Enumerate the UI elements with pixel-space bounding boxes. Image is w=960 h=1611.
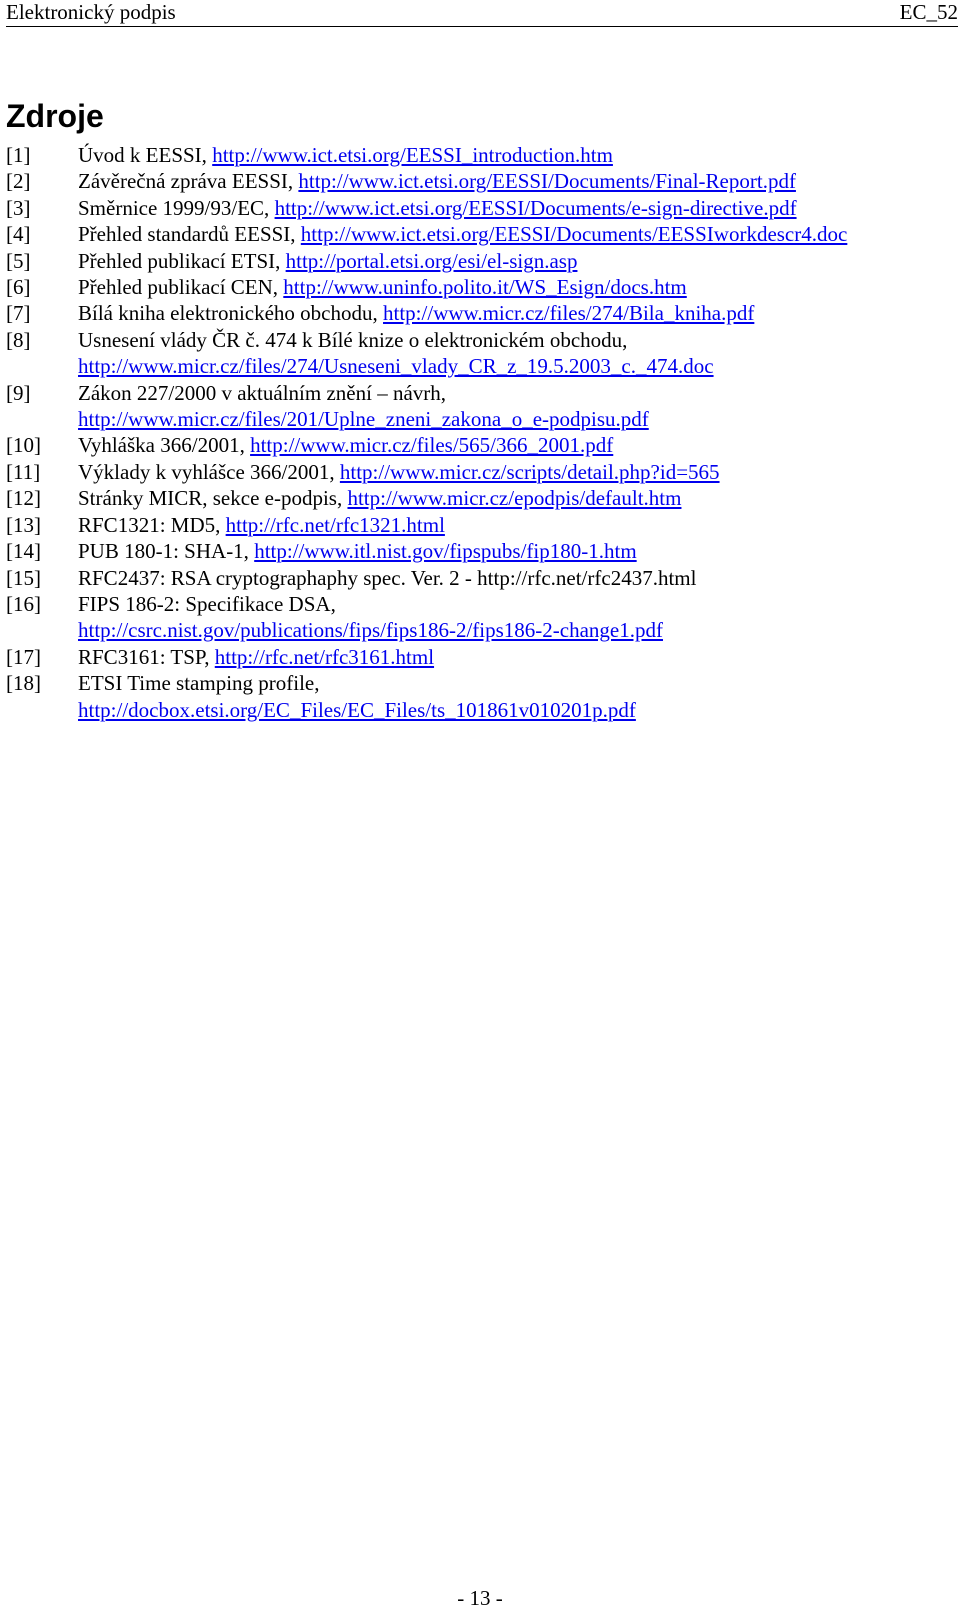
reference-link[interactable]: http://www.uninfo.polito.it/WS_Esign/docs.htm [283,275,687,300]
reference-line [78,459,956,485]
reference-link[interactable]: http://www.ict.etsi.org/EESSI/Documents/Final-Report.pdf [298,169,796,194]
reference-body [78,300,956,326]
reference-number: [15] [6,565,41,590]
reference-link[interactable]: http://www.itl.nist.gov/fipspubs/fip180-1.htm [254,539,637,564]
reference-link[interactable]: http://portal.etsi.org/esi/el-sign.asp [285,248,578,273]
reference-text: Přehled standardů EESSI, [78,222,301,247]
reference-line [78,142,956,168]
reference-text: Přehled publikací ETSI, [78,248,286,273]
reference-number: [6] [6,275,31,300]
reference-text: Směrnice 1999/93/EC, [78,195,275,220]
reference-body [78,538,956,564]
reference-number: [7] [6,301,31,326]
reference-text: FIPS 186-2: Specifikace DSA, [78,591,336,616]
reference-link[interactable]: http://www.micr.cz/files/274/Bila_kniha.pdf [383,301,755,326]
reference-text: Stránky MICR, sekce e-podpis, [78,486,348,511]
reference-link[interactable]: http://docbox.etsi.org/EC_Files/EC_Files/ts_101861v010201p.pdf [78,697,636,722]
reference-link[interactable]: http://rfc.net/rfc3161.html [214,644,435,669]
reference-item [6,221,956,247]
reference-body [78,459,956,485]
reference-body [78,274,956,300]
reference-line [78,195,956,221]
page-number: - 13 - [457,1586,503,1610]
reference-body [78,485,956,511]
reference-text: Výklady k vyhlášce 366/2001, [78,459,340,484]
reference-number: [3] [6,195,31,220]
reference-text: Bílá kniha elektronického obchodu, [78,301,384,326]
reference-body [78,221,956,247]
reference-link[interactable]: http://www.micr.cz/epodpis/default.htm [347,486,682,511]
reference-text: Zákon 227/2000 v aktuálním znění – návrh, [78,380,447,405]
reference-text: Závěrečná zpráva EESSI, [78,169,299,194]
reference-number: [10] [6,433,41,458]
reference-number: [18] [6,671,41,696]
reference-number: [1] [6,143,31,167]
reference-item [6,195,956,221]
reference-line [78,221,956,247]
reference-text: PUB 180-1: SHA-1, [78,539,255,564]
header-document-code: EC_52 [899,0,958,24]
reference-number: [16] [6,591,41,616]
reference-number: [12] [6,486,41,511]
reference-body [78,644,956,670]
reference-line [78,512,956,538]
reference-text: Úvod k EESSI, [78,143,213,167]
reference-link[interactable]: http://www.ict.etsi.org/EESSI/Documents/e-sign-directive.pdf [274,195,797,220]
reference-body [78,195,956,221]
reference-item [6,644,956,670]
reference-number: [8] [6,327,31,352]
reference-line [78,168,956,194]
reference-text: Vyhláška 366/2001, [78,433,251,458]
reference-item [6,670,956,723]
reference-item [6,142,956,168]
reference-number: [2] [6,169,31,194]
reference-body [78,565,956,591]
reference-item [6,432,956,458]
reference-body [78,327,956,380]
header-document-title: Elektronický podpis [6,0,176,24]
reference-item [6,485,956,511]
reference-text: RFC3161: TSP, [78,644,215,669]
reference-text: ETSI Time stamping profile, [78,671,320,696]
reference-line [78,565,956,591]
reference-number: [14] [6,539,41,564]
reference-link[interactable]: http://www.ict.etsi.org/EESSI/Documents/EESSIworkdescr4.doc [300,222,848,247]
reference-number: [17] [6,644,41,669]
running-header [6,0,958,27]
reference-body [78,432,956,458]
section-title: Zdroje [6,98,104,134]
reference-link[interactable]: http://csrc.nist.gov/publications/fips/fips186-2/fips186-2-change1.pdf [78,618,663,643]
reference-line [78,670,956,696]
reference-item [6,274,956,300]
reference-text: RFC1321: MD5, [78,512,226,537]
reference-body [78,168,956,194]
reference-line [78,353,956,379]
reference-body [78,142,956,168]
reference-number: [4] [6,222,31,247]
reference-line [78,406,956,432]
reference-item [6,512,956,538]
reference-item [6,300,956,326]
reference-line [78,538,956,564]
reference-link[interactable]: http://www.micr.cz/files/565/366_2001.pdf [250,433,614,458]
reference-line [78,248,956,274]
reference-item [6,565,956,591]
reference-body [78,380,956,433]
reference-link[interactable]: http://www.micr.cz/files/201/Uplne_zneni_zakona_o_e-podpisu.pdf [78,407,649,432]
reference-line [78,644,956,670]
reference-link[interactable]: http://www.micr.cz/files/274/Usneseni_vlady_CR_z_19.5.2003_c._474.doc [78,354,714,379]
reference-line [78,274,956,300]
reference-line [78,697,956,723]
reference-line [78,380,956,406]
reference-list [6,142,956,723]
reference-item [6,168,956,194]
reference-text: Přehled publikací CEN, [78,275,284,300]
reference-item [6,538,956,564]
reference-line [78,617,956,643]
reference-item [6,380,956,433]
reference-link[interactable]: http://rfc.net/rfc1321.html [225,512,445,537]
reference-link[interactable]: http://www.ict.etsi.org/EESSI_introduction.htm [212,143,613,167]
reference-body [78,248,956,274]
reference-item [6,459,956,485]
reference-item [6,248,956,274]
reference-number: [11] [6,459,41,484]
reference-body [78,591,956,644]
reference-text: Usnesení vlády ČR č. 474 k Bílé knize o elektronickém obchodu, [78,327,628,352]
reference-link[interactable]: http://www.micr.cz/scripts/detail.php?id=565 [339,459,720,484]
reference-body [78,512,956,538]
reference-line [78,591,956,617]
reference-number: [9] [6,380,31,405]
reference-line [78,300,956,326]
reference-body [78,670,956,723]
reference-item [6,591,956,644]
reference-item [6,327,956,380]
reference-number: [13] [6,512,41,537]
reference-line [78,485,956,511]
reference-line [78,432,956,458]
reference-line [78,327,956,353]
reference-text: RFC2437: RSA cryptographaphy spec. Ver. 2 - http://rfc.net/rfc2437.html [78,565,697,590]
reference-number: [5] [6,248,31,273]
